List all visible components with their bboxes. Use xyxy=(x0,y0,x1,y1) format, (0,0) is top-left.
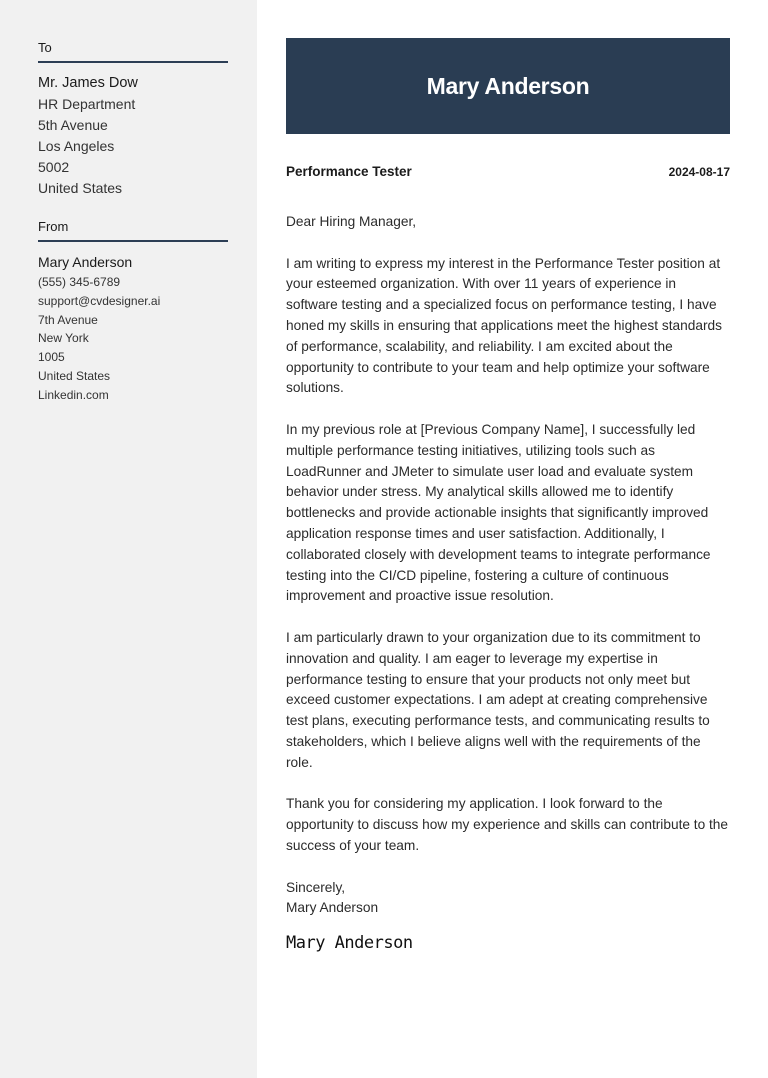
recipient-street: 5th Avenue xyxy=(38,117,108,133)
paragraph-2: In my previous role at [Previous Company Name], I successfully led multiple performance testing initiatives, utilizing tools such as LoadRunner and JMeter to simulate user load and evaluate system behavior under stress. My analytical skills allowed me to identify bottlenecks and provide actionable insights that significantly improved application response times and user satisfaction. Additionally, I collaborated closely with development teams to integrate performance testing into the CI/CD pipeline, fostering a culture of continuous improvement and proactive issue resolution. xyxy=(286,421,711,604)
sender-email: support@cvdesigner.ai xyxy=(38,293,161,308)
sender-city: New York xyxy=(38,331,89,346)
recipient-department: HR Department xyxy=(38,96,136,112)
name-banner xyxy=(286,38,730,134)
recipient-name: Mr. James Dow xyxy=(38,75,138,91)
job-title: Performance Tester xyxy=(286,164,412,179)
sidebar xyxy=(0,0,257,1078)
sender-linkedin: Linkedin.com xyxy=(38,387,109,402)
recipient-country: United States xyxy=(38,180,123,196)
sender-zip: 1005 xyxy=(38,350,65,365)
from-heading: From xyxy=(38,219,69,234)
sender-country: United States xyxy=(38,368,111,383)
paragraph-1: I am writing to express my interest in the Performance Tester position at your esteemed organization. With over 11 years of experience in software testing and a specialized focus on performance testing, I have honed my skills in ensuring that applications meet the highest standards of performance, scalability, and reliability. I am excited about the opportunity to contribute to your team and help optimize your software solutions. xyxy=(286,255,722,396)
recipient-block xyxy=(38,40,228,199)
to-heading: To xyxy=(38,40,52,55)
closing: Sincerely, xyxy=(286,879,346,895)
signature: Mary Anderson xyxy=(286,933,413,954)
recipient-city: Los Angeles xyxy=(38,138,115,154)
sender-phone: (555) 345-6789 xyxy=(38,275,121,289)
applicant-name: Mary Anderson xyxy=(426,72,590,99)
letter-meta xyxy=(286,164,730,179)
closing-name: Mary Anderson xyxy=(286,900,379,916)
from-divider xyxy=(38,240,228,242)
paragraph-3: I am particularly drawn to your organization due to its commitment to innovation and quality. I am eager to leverage my expertise in performance testing to ensure that your products not only meet but exceed customer expectations. I am adept at creating comprehensive test plans, executing performance tests, and communicating results to stakeholders, which I believe aligns well with the requirements of the role. xyxy=(286,629,710,770)
sender-name: Mary Anderson xyxy=(38,254,133,270)
sender-street: 7th Avenue xyxy=(38,312,98,327)
to-divider xyxy=(38,61,228,63)
letter-body xyxy=(286,212,730,954)
letter-date: 2024-08-17 xyxy=(668,165,730,179)
recipient-zip: 5002 xyxy=(38,159,70,175)
salutation: Dear Hiring Manager, xyxy=(286,214,417,229)
sender-block xyxy=(38,219,228,405)
paragraph-4: Thank you for considering my application. I look forward to the opportunity to discuss how my experience and skills can contribute to the success of your team. xyxy=(286,796,729,853)
